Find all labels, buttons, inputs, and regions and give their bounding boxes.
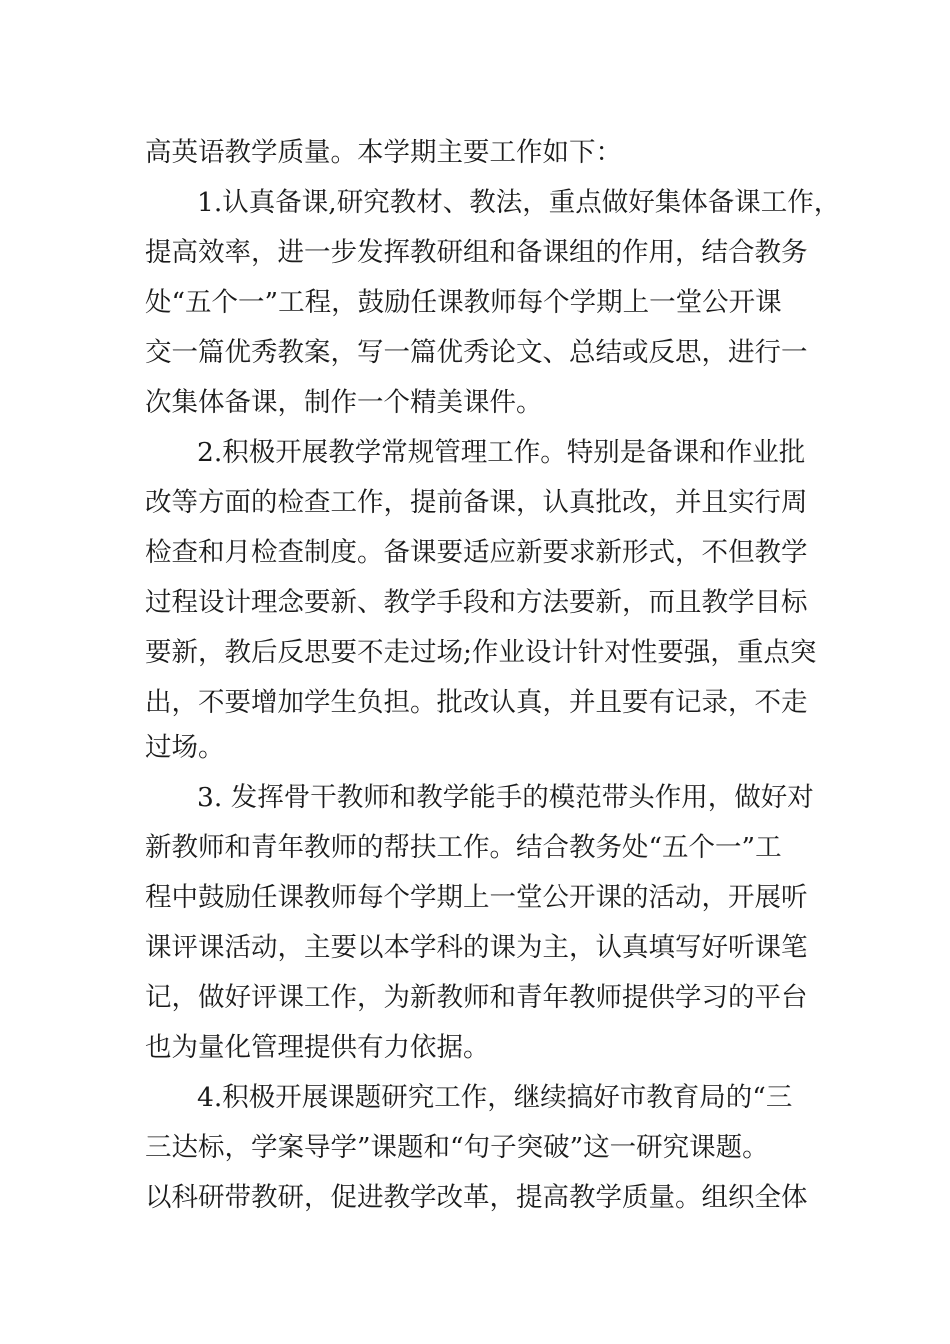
text-line: 三达标，学案导学”课题和“句子突破”这一研究课题。 [145, 1132, 769, 1163]
text-line: 改等方面的检查工作，提前备课，认真批改，并且实行周 [145, 487, 808, 518]
text-line: 过程设计理念要新、教学手段和方法要新，而且教学目标 [145, 587, 808, 618]
text-line: 出，不要增加学生负担。批改认真，并且要有记录，不走 [145, 687, 808, 718]
text-line: 新教师和青年教师的帮扶工作。结合教务处“五个一”工 [145, 832, 782, 863]
paragraph-4-first-line: 4.积极开展课题研究工作，继续搞好市教育局的“三 [197, 1082, 793, 1113]
text-line: 记，做好评课工作，为新教师和青年教师提供学习的平台 [145, 982, 808, 1013]
text-line: 要新，教后反思要不走过场;作业设计针对性要强，重点突 [145, 637, 817, 668]
text-line: 也为量化管理提供有力依据。 [145, 1032, 490, 1063]
text-line: 提高效率，进一步发挥教研组和备课组的作用，结合教务 [145, 237, 808, 268]
paragraph-2-first-line: 2.积极开展教学常规管理工作。特别是备课和作业批 [197, 437, 806, 468]
text-line: 次集体备课，制作一个精美课件。 [145, 387, 543, 418]
paragraph-3-first-line: 3. 发挥骨干教师和教学能手的模范带头作用，做好对 [197, 782, 814, 813]
paragraph-1-first-line: 1.认真备课,研究教材、教法，重点做好集体备课工作， [197, 187, 841, 218]
text-line: 以科研带教研，促进教学改革，提高教学质量。组织全体 [145, 1182, 808, 1213]
text-line: 课评课活动，主要以本学科的课为主，认真填写好听课笔 [145, 932, 808, 963]
text-line: 交一篇优秀教案，写一篇优秀论文、总结或反思，进行一 [145, 337, 808, 368]
text-line: 检查和月检查制度。备课要适应新要求新形式，不但教学 [145, 537, 808, 568]
text-line: 过场。 [145, 732, 225, 763]
text-line: 程中鼓励任课教师每个学期上一堂公开课的活动，开展听 [145, 882, 808, 913]
text-line: 处“五个一”工程，鼓励任课教师每个学期上一堂公开课 [145, 287, 782, 318]
text-line: 高英语教学质量。本学期主要工作如下： [145, 137, 622, 168]
